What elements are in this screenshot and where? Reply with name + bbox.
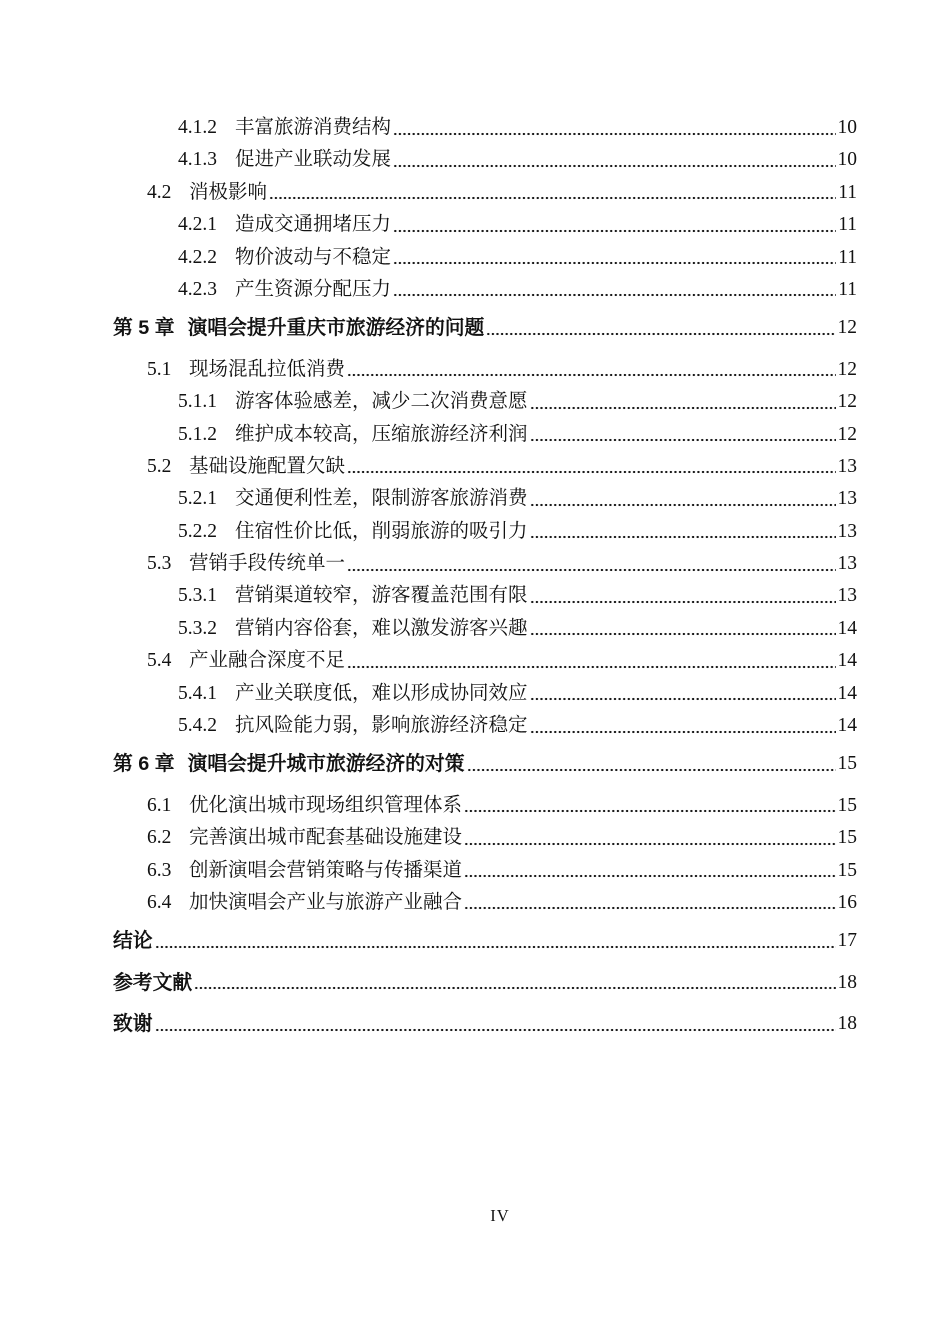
toc-entry[interactable] bbox=[113, 710, 857, 742]
dot-leader bbox=[530, 710, 836, 742]
toc-entry-page: 15 bbox=[837, 753, 857, 775]
toc-entry-number: 5.3 bbox=[147, 553, 172, 575]
toc-entry-page: 11 bbox=[838, 278, 857, 300]
dot-leader bbox=[467, 748, 836, 780]
toc-entry[interactable] bbox=[113, 386, 857, 418]
toc-entry-title: 加快演唱会产业与旅游产业融合 bbox=[189, 891, 463, 913]
toc-entry-number: 5.1.1 bbox=[178, 391, 217, 413]
toc-entry-title: 创新演唱会营销策略与传播渠道 bbox=[189, 859, 463, 881]
dot-leader bbox=[393, 144, 835, 176]
toc-entry[interactable] bbox=[113, 822, 857, 854]
toc-entry-number: 6.1 bbox=[147, 794, 172, 816]
toc-entry-title: 优化演出城市现场组织管理体系 bbox=[189, 794, 463, 816]
toc-entry[interactable] bbox=[113, 312, 857, 344]
toc-entry-number: 5.3.1 bbox=[178, 585, 217, 607]
toc-entry-title: 完善演出城市配套基础设施建设 bbox=[189, 827, 463, 849]
dot-leader bbox=[155, 925, 836, 957]
toc-entry-page: 12 bbox=[837, 358, 857, 380]
dot-leader bbox=[464, 790, 835, 822]
toc-entry[interactable] bbox=[113, 790, 857, 822]
toc-entry-title: 物价波动与不稳定 bbox=[235, 246, 392, 268]
toc-entry-number: 第 5 章 bbox=[113, 317, 175, 340]
toc-entry-page: 16 bbox=[837, 891, 857, 913]
toc-entry-title: 造成交通拥堵压力 bbox=[235, 214, 392, 236]
toc-entry-page: 12 bbox=[837, 317, 857, 339]
dot-leader bbox=[530, 613, 836, 645]
toc-entry[interactable] bbox=[113, 144, 857, 176]
toc-entry[interactable] bbox=[113, 209, 857, 241]
toc-entry-title: 基础设施配置欠缺 bbox=[189, 455, 346, 477]
toc-entry-number: 5.1 bbox=[147, 358, 172, 380]
toc-entry-title: 现场混乱拉低消费 bbox=[189, 358, 346, 380]
toc-entry[interactable] bbox=[113, 645, 857, 677]
toc-entry-number: 6.4 bbox=[147, 891, 172, 913]
dot-leader bbox=[530, 419, 836, 451]
toc-entry-page: 11 bbox=[838, 181, 857, 203]
toc-entry-number: 4.2.3 bbox=[178, 278, 217, 300]
dot-leader bbox=[393, 242, 836, 274]
toc-entry-title: 演唱会提升城市旅游经济的对策 bbox=[187, 753, 465, 776]
toc-entry-title: 消极影响 bbox=[189, 181, 268, 203]
toc-entry-number: 第 6 章 bbox=[113, 753, 175, 776]
toc-entry-page: 15 bbox=[837, 859, 857, 881]
toc-entry-title: 丰富旅游消费结构 bbox=[235, 117, 392, 138]
toc-entry[interactable] bbox=[113, 748, 857, 780]
toc-entry-page: 18 bbox=[837, 971, 857, 993]
toc-entry-page: 10 bbox=[837, 117, 857, 138]
toc-entry-page: 18 bbox=[837, 1013, 857, 1035]
toc-entry-page: 13 bbox=[837, 585, 857, 607]
toc-entry-page: 14 bbox=[837, 682, 857, 704]
toc-entry[interactable] bbox=[113, 855, 857, 887]
toc-entry-title: 游客体验感差，减少二次消费意愿 bbox=[235, 391, 528, 413]
toc-entry-page: 12 bbox=[837, 391, 857, 413]
toc-entry-number: 5.2.1 bbox=[178, 488, 217, 510]
toc-entry-page: 12 bbox=[837, 423, 857, 445]
toc-entry[interactable] bbox=[113, 177, 857, 209]
dot-leader bbox=[464, 822, 835, 854]
toc-entry[interactable] bbox=[113, 925, 857, 957]
toc-entry[interactable] bbox=[113, 548, 857, 580]
dot-leader bbox=[464, 887, 835, 919]
toc-entry[interactable] bbox=[113, 516, 857, 548]
page-number-footer: IV bbox=[490, 1206, 510, 1225]
toc-entry-number: 5.2 bbox=[147, 455, 172, 477]
dot-leader bbox=[530, 580, 836, 612]
toc-entry-title: 结论 bbox=[113, 930, 153, 953]
toc-entry-number: 5.3.2 bbox=[178, 617, 217, 639]
toc-entry[interactable] bbox=[113, 613, 857, 645]
toc-entry-page: 14 bbox=[837, 715, 857, 737]
toc-entry-title: 产生资源分配压力 bbox=[235, 278, 392, 300]
toc-entry[interactable] bbox=[113, 274, 857, 306]
toc-entry-title: 参考文献 bbox=[113, 971, 193, 994]
dot-leader bbox=[464, 855, 835, 887]
toc-entry-page: 11 bbox=[838, 214, 857, 236]
toc-entry-page: 17 bbox=[837, 930, 857, 952]
dot-leader bbox=[393, 112, 835, 144]
toc-entry-title: 住宿性价比低，削弱旅游的吸引力 bbox=[235, 520, 528, 542]
toc-entry-number: 6.2 bbox=[147, 827, 172, 849]
toc-entry-page: 14 bbox=[837, 617, 857, 639]
toc-entry[interactable] bbox=[113, 678, 857, 710]
dot-leader bbox=[530, 386, 836, 418]
toc-entry-number: 5.1.2 bbox=[178, 423, 217, 445]
dot-leader bbox=[530, 678, 836, 710]
toc-entry[interactable] bbox=[113, 483, 857, 515]
toc-entry-page: 13 bbox=[837, 488, 857, 510]
toc-entry[interactable] bbox=[113, 887, 857, 919]
toc-entry-number: 4.1.3 bbox=[178, 149, 217, 171]
toc-entry[interactable] bbox=[113, 1008, 857, 1040]
dot-leader bbox=[269, 177, 836, 209]
toc-entry-number: 4.2.2 bbox=[178, 246, 217, 268]
toc-entry-page: 15 bbox=[837, 794, 857, 816]
toc-entry-page: 13 bbox=[837, 455, 857, 477]
toc-entry[interactable] bbox=[113, 354, 857, 386]
toc-entry-number: 5.4.1 bbox=[178, 682, 217, 704]
toc-entry[interactable] bbox=[113, 242, 857, 274]
toc-entry-title: 维护成本较高，压缩旅游经济利润 bbox=[235, 423, 528, 445]
dot-leader bbox=[155, 1008, 836, 1040]
toc-entry-title: 营销手段传统单一 bbox=[189, 553, 346, 575]
toc-entry-title: 营销内容俗套，难以激发游客兴趣 bbox=[235, 617, 528, 639]
toc-entry-title: 交通便利性差，限制游客旅游消费 bbox=[235, 488, 528, 510]
dot-leader bbox=[486, 312, 835, 344]
dot-leader bbox=[347, 548, 835, 580]
toc-entry[interactable] bbox=[113, 419, 857, 451]
toc-entry-title: 促进产业联动发展 bbox=[235, 149, 392, 171]
toc-entry-page: 11 bbox=[838, 246, 857, 268]
dot-leader bbox=[393, 209, 836, 241]
toc-entry-page: 10 bbox=[837, 149, 857, 171]
dot-leader bbox=[530, 483, 836, 515]
toc-entry-number: 6.3 bbox=[147, 859, 172, 881]
toc-entry-page: 15 bbox=[837, 827, 857, 849]
toc-entry-title: 产业融合深度不足 bbox=[189, 650, 346, 672]
toc-entry-title: 营销渠道较窄，游客覆盖范围有限 bbox=[235, 585, 528, 607]
toc-entry-title: 演唱会提升重庆市旅游经济的问题 bbox=[187, 317, 485, 340]
toc-entry-number: 4.2 bbox=[147, 181, 172, 203]
toc-entry[interactable] bbox=[113, 967, 857, 999]
dot-leader bbox=[347, 354, 835, 386]
toc-entry-number: 4.1.2 bbox=[178, 117, 217, 138]
toc-entry[interactable] bbox=[113, 580, 857, 612]
toc-entry-page: 13 bbox=[837, 553, 857, 575]
toc-entry-number: 5.4.2 bbox=[178, 715, 217, 737]
dot-leader bbox=[393, 274, 836, 306]
dot-leader bbox=[194, 967, 835, 999]
toc-entry-number: 4.2.1 bbox=[178, 214, 217, 236]
toc-entry[interactable] bbox=[113, 112, 857, 144]
toc-entry-page: 13 bbox=[837, 520, 857, 542]
toc-entry[interactable] bbox=[113, 451, 857, 483]
dot-leader bbox=[347, 645, 835, 677]
dot-leader bbox=[530, 516, 836, 548]
toc-entry-page: 14 bbox=[837, 650, 857, 672]
dot-leader bbox=[347, 451, 835, 483]
toc-entry-number: 5.4 bbox=[147, 650, 172, 672]
toc-entry-number: 5.2.2 bbox=[178, 520, 217, 542]
toc-entry-title: 抗风险能力弱，影响旅游经济稳定 bbox=[235, 715, 528, 737]
toc-entry-title: 致谢 bbox=[113, 1013, 153, 1036]
toc-entry-title: 产业关联度低，难以形成协同效应 bbox=[235, 682, 528, 704]
